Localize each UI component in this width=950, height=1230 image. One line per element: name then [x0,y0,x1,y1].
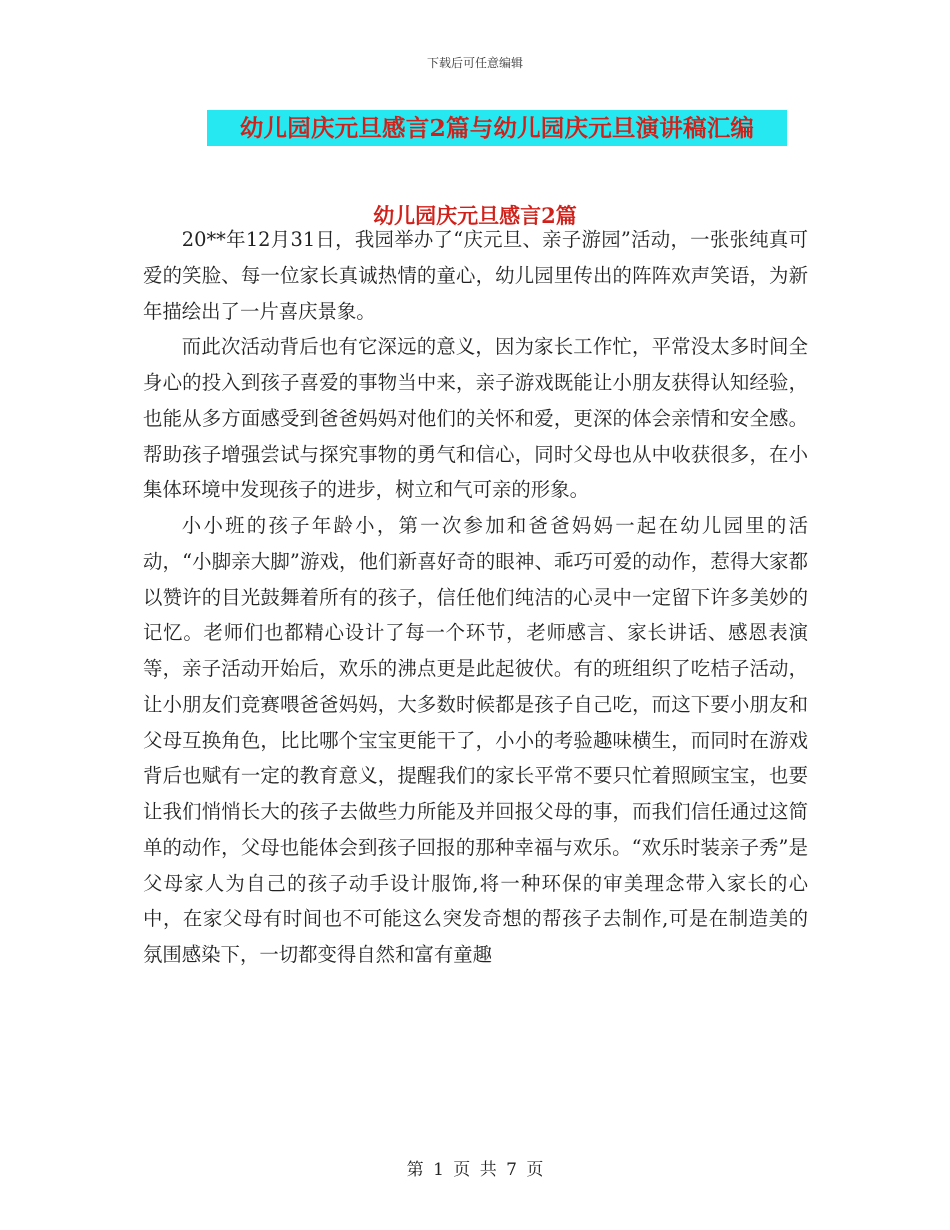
paragraph-3: 小小班的孩子年龄小，第一次参加和爸爸妈妈一起在幼儿园里的活动，“小脚亲大脚”游戏，他们新喜好奇的眼神、乖巧可爱的动作，惹得大家都以赞许的目光鼓舞着所有的孩子，信任他们纯洁的心灵中一定留下许多美妙的记忆。老师们也都精心设计了每一个环节，老师感言、家长讲话、感恩表演等，亲子活动开始后，欢乐的沸点更是此起彼伏。有的班组织了吃桔子活动，让小朋友们竞赛喂爸爸妈妈，大多数时候都是孩子自己吃，而这下要小朋友和父母互换角色，比比哪个宝宝更能干了，小小的考验趣味横生，而同时在游戏背后也赋有一定的教育意义，提醒我们的家长平常不要只忙着照顾宝宝，也要让我们悄悄长大的孩子去做些力所能及并回报父母的事，而我们信任通过这简单的动作，父母也能体会到孩子回报的那种幸福与欢乐。“欢乐时装亲子秀”是父母家人为自己的孩子动手设计服饰,将一种环保的审美理念带入家长的心中，在家父母有时间也不可能这么突发奇想的帮孩子去制作,可是在制造美的氛围感染下，一切都变得自然和富有童趣 [143,514,808,966]
document-title: 幼儿园庆元旦感言2篇与幼儿园庆元旦演讲稿汇编 [207,110,787,146]
page-number-footer: 第 1 页 共 7 页 [406,1160,544,1180]
page-header: 下载后可任意编辑 [426,56,523,70]
paragraph-2: 而此次活动背后也有它深远的意义，因为家长工作忙，平常没太多时间全身心的投入到孩子喜爱的事物当中来，亲子游戏既能让小朋友获得认知经验，也能从多方面感受到爸爸妈妈对他们的关怀和爱，更深的体会亲情和安全感。帮助孩子增强尝试与探究事物的勇气和信心，同时父母也从中收获很多，在小集体环境中发现孩子的进步，树立和气可亲的形象。 [143,335,808,502]
section-title: 幼儿园庆元旦感言2篇 [373,203,577,228]
body-text [143,222,808,973]
paragraph-1: 20**年12月31日，我园举办了“庆元旦、亲子游园”活动，一张张纯真可爱的笑脸、每一位家长真诚热情的童心，幼儿园里传出的阵阵欢声笑语，为新年描绘出了一片喜庆景象。 [143,228,808,323]
